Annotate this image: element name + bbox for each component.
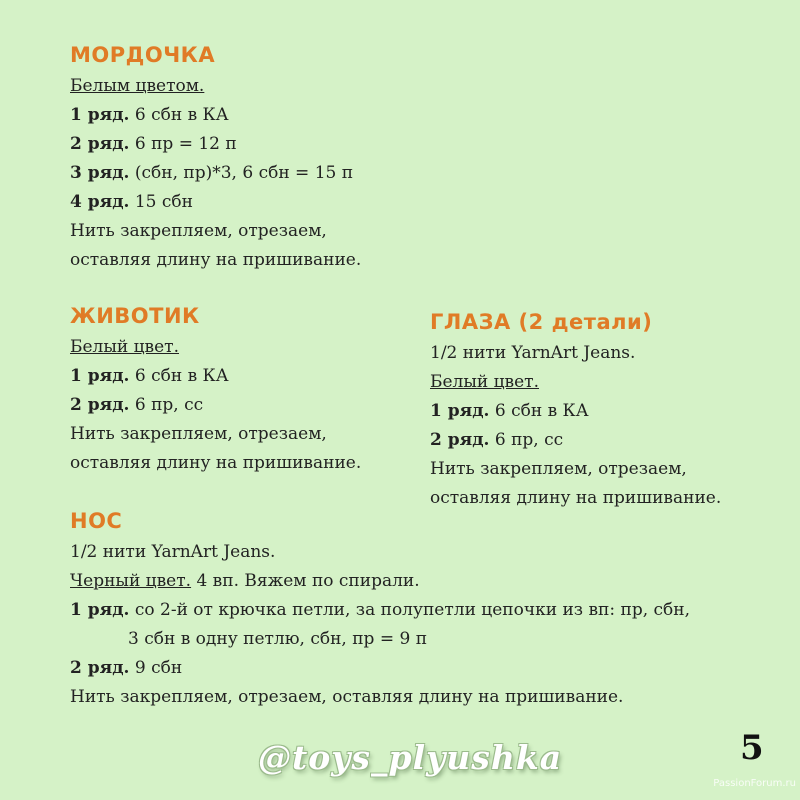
yarn-line: 1/2 нити YarnArt Jeans. <box>430 343 636 363</box>
row-line <box>70 188 361 217</box>
row-label: 1 ряд. <box>70 366 130 386</box>
author-watermark: @toys_plyushka <box>258 738 563 777</box>
color-label: Черный цвет. <box>70 571 192 591</box>
finish-line: Нить закрепляем, отрезаем, <box>70 424 327 444</box>
row-label: 1 ряд. <box>70 600 130 620</box>
row-text: 9 сбн <box>129 658 183 678</box>
finish-line: Нить закрепляем, отрезаем, <box>430 459 687 479</box>
page-number: 5 <box>740 728 764 768</box>
finish-line: оставляя длину на пришивание. <box>70 250 362 270</box>
finish-line: оставляя длину на пришивание. <box>430 488 722 508</box>
section-zhivotik <box>70 303 361 478</box>
section-nos <box>70 508 690 712</box>
row-line <box>70 391 361 420</box>
row-label: 2 ряд. <box>70 134 130 154</box>
row-line <box>70 130 361 159</box>
color-line <box>70 567 690 596</box>
row-label: 3 ряд. <box>70 163 130 183</box>
section-glaza <box>430 309 721 513</box>
row-line <box>70 362 361 391</box>
row-continuation: 3 сбн в одну петлю, сбн, пр = 9 п <box>128 629 428 649</box>
section-title: МОРДОЧКА <box>70 43 216 67</box>
color-line: Белый цвет. <box>70 337 179 357</box>
row-label: 4 ряд. <box>70 192 130 212</box>
row-text: 6 сбн в КА <box>489 401 589 421</box>
section-mordochka <box>70 42 361 275</box>
color-line: Белый цвет. <box>430 372 539 392</box>
row-line <box>70 101 361 130</box>
row-line <box>70 159 361 188</box>
section-title: НОС <box>70 509 123 533</box>
row-label: 2 ряд. <box>430 430 490 450</box>
finish-line: Нить закрепляем, отрезаем, <box>70 221 327 241</box>
row-text: 6 пр, сс <box>489 430 564 450</box>
row-text: 6 пр, сс <box>129 395 204 415</box>
color-rest: 4 вп. Вяжем по спирали. <box>191 571 420 591</box>
row-line <box>430 397 721 426</box>
site-watermark: PassionForum.ru <box>713 778 796 789</box>
finish-line: оставляя длину на пришивание. <box>70 453 362 473</box>
row-label: 1 ряд. <box>70 105 130 125</box>
row-label: 1 ряд. <box>430 401 490 421</box>
color-line: Белым цветом. <box>70 76 205 96</box>
row-text: 6 сбн в КА <box>129 105 229 125</box>
row-line <box>70 654 690 683</box>
row-text: 15 сбн <box>129 192 193 212</box>
finish-line: Нить закрепляем, отрезаем, оставляя длину на пришивание. <box>70 687 624 707</box>
row-text: 6 пр = 12 п <box>129 134 237 154</box>
yarn-line: 1/2 нити YarnArt Jeans. <box>70 542 276 562</box>
row-line <box>430 426 721 455</box>
row-label: 2 ряд. <box>70 658 130 678</box>
row-text: 6 сбн в КА <box>129 366 229 386</box>
row-text: со 2-й от крючка петли, за полупетли цепочки из вп: пр, сбн, <box>129 600 691 620</box>
section-title: ГЛАЗА (2 детали) <box>430 310 653 334</box>
row-line <box>70 596 690 625</box>
row-text: (сбн, пр)*3, 6 сбн = 15 п <box>129 163 354 183</box>
row-label: 2 ряд. <box>70 395 130 415</box>
section-title: ЖИВОТИК <box>70 304 200 328</box>
